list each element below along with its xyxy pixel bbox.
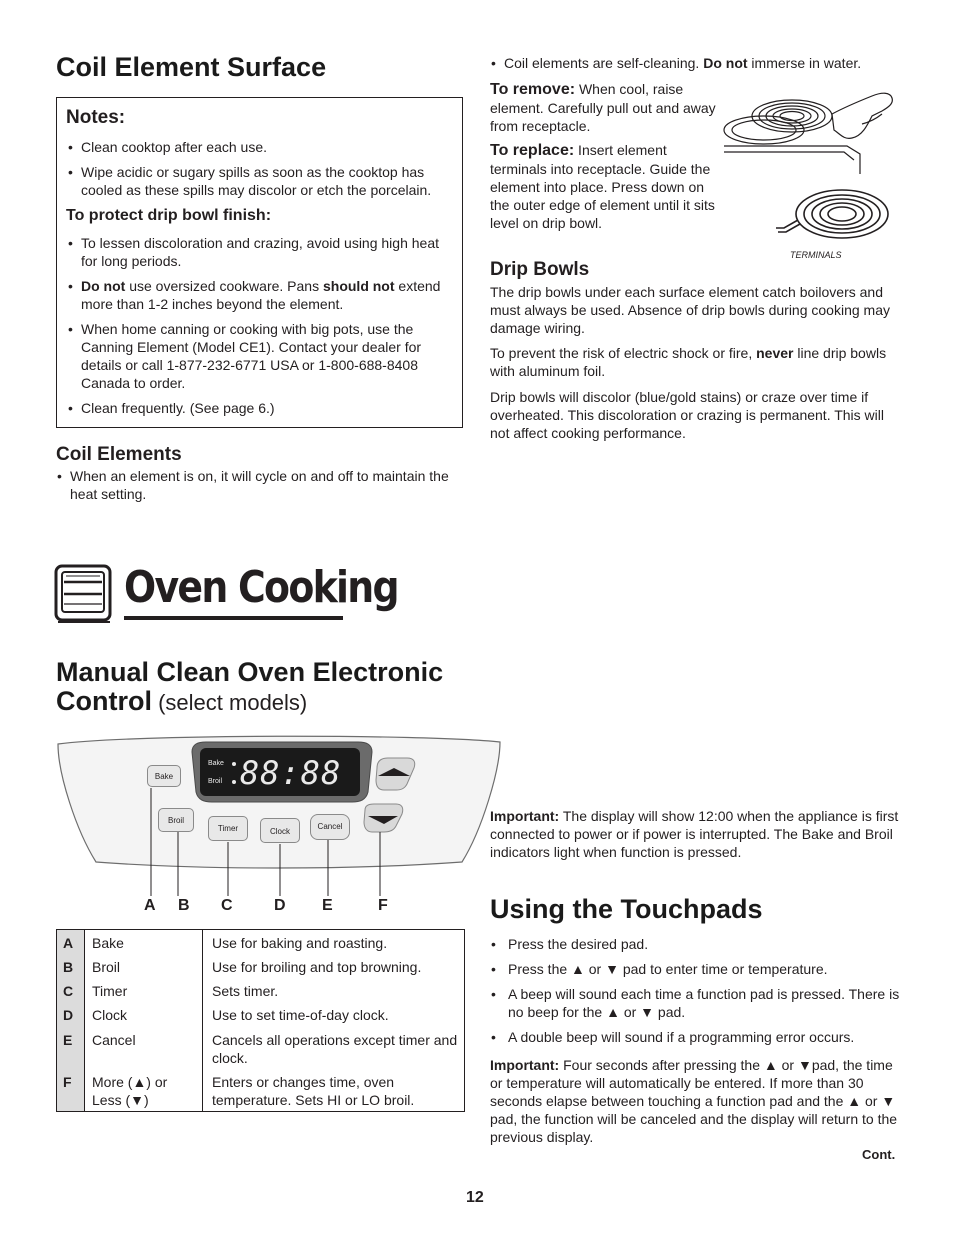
table-row: [57, 1002, 465, 1026]
touchpads-list: [490, 935, 902, 1053]
callout-a: A: [144, 897, 156, 914]
less-arrow-pad[interactable]: [364, 804, 404, 832]
select-models-label: (select models): [151, 690, 308, 715]
callout-b: B: [178, 897, 190, 914]
list-item: • A double beep will sound if a programming error occurs.: [490, 1028, 902, 1046]
notes-box: [56, 97, 463, 428]
drip-bowls-text-1: The drip bowls under each surface element catch boilovers and must always be used. Absence of drip bowls during cooking may damage wiring.: [490, 284, 890, 336]
table-row: [57, 1069, 465, 1112]
text: immerse in water.: [747, 55, 862, 71]
protect-title: To protect drip bowl finish:: [66, 207, 272, 224]
manual-clean-title-line1: Manual Clean Oven Electronic: [56, 657, 444, 687]
oven-icon: [54, 564, 114, 626]
important-text: The display will show 12:00 when the appliance is first connected to power or if power is interrupted. The Bake and Broil indicators light when function is pressed.: [490, 808, 899, 860]
touchpads-title: Using the Touchpads: [490, 894, 763, 924]
list-item: [67, 277, 459, 313]
important-text: Four seconds after pressing the ▲ or ▼pad, the time or temperature will automatically be entered. If more than 30 seconds elapse between touching a function pad and the ▲ or ▼ pad, the function will be canceled and the display will return to the previous display.: [490, 1057, 898, 1145]
coil-elements-title: Coil Elements: [56, 444, 182, 465]
terminals-label: TERMINALS: [790, 250, 842, 260]
text: line drip bowls with aluminum foil.: [490, 345, 887, 379]
table-row: [57, 954, 465, 978]
text: extend more than 1-2 inches beyond the element.: [81, 278, 441, 312]
table-cell-name: More (▲) or Less (▼): [85, 1069, 203, 1112]
bold-text: Do not: [703, 55, 748, 71]
table-cell-name: Timer: [85, 978, 203, 1002]
list-item: • When an element is on, it will cycle on and off to maintain the heat setting.: [56, 467, 456, 503]
display-bake-indicator: Bake: [208, 760, 224, 767]
broil-pad[interactable]: Broil: [158, 808, 194, 832]
timer-pad[interactable]: Timer: [208, 816, 248, 841]
text: Coil elements are self-cleaning.: [504, 55, 704, 71]
list-item: • Clean frequently. (See page 6.): [67, 399, 459, 417]
table-cell-name: Cancel: [85, 1027, 203, 1069]
list-item: • Wipe acidic or sugary spills as soon as the cooktop has cooled as these spills may discolor or etch the porcelain.: [67, 163, 459, 199]
title-underline: [124, 616, 343, 620]
table-cell-name: Bake: [85, 930, 203, 955]
manual-clean-title-line2: [56, 686, 307, 718]
drip-bowls-title: Drip Bowls: [490, 259, 590, 280]
text: use oversized cookware. Pans: [125, 278, 323, 294]
table-cell-desc: Use for baking and roasting.: [212, 935, 388, 951]
replace-text: Insert element terminals into receptacle. Guide the element into place. Press down on the outer edge of element until it sits level on drip bowl.: [490, 142, 715, 231]
table-cell-name: Clock: [85, 1002, 203, 1026]
table-cell-letter: D: [57, 1002, 85, 1026]
self-clean-list: [490, 54, 900, 79]
list-item: • Press the ▲ or ▼ pad to enter time or temperature.: [490, 960, 902, 978]
list-item: • To lessen discoloration and crazing, avoid using high heat for long periods.: [67, 234, 459, 270]
table-row: [57, 1027, 465, 1069]
replace-instructions: [490, 141, 722, 232]
control-legend-table: [56, 929, 465, 1112]
drip-bowls-text-2: [490, 344, 900, 380]
list-item: • When home canning or cooking with big pots, use the Canning Element (Model CE1). Contact your dealer for details or call 1-877-232-6771 USA or 1-800-688-8408 Canada to order.: [67, 320, 459, 392]
notes-title: Notes:: [66, 107, 126, 128]
remove-label: To remove:: [490, 81, 576, 98]
broil-indicator-dot: [232, 780, 236, 784]
clock-pad[interactable]: Clock: [260, 818, 300, 843]
important-label: Important:: [490, 1057, 560, 1073]
coil-element-illustration: [722, 86, 902, 262]
table-cell-desc: Sets timer.: [212, 983, 279, 1000]
table-cell-desc: Enters or changes time, oven temperature. Sets HI or LO broil.: [212, 1073, 415, 1108]
table-cell-letter: F: [57, 1069, 85, 1112]
remove-instructions: [490, 80, 718, 135]
bold-text: never: [756, 345, 794, 361]
more-arrow-pad[interactable]: [374, 758, 414, 790]
table-cell-name: Broil: [85, 954, 203, 978]
oven-cooking-title: Oven Cooking: [124, 562, 398, 613]
important-display-note: [490, 807, 900, 861]
callout-f: F: [378, 897, 388, 914]
list-item: • Press the desired pad.: [490, 935, 902, 953]
table-cell-letter: C: [57, 978, 85, 1002]
callout-d: D: [274, 897, 286, 914]
page-number: 12: [466, 1189, 484, 1206]
touchpads-important: [490, 1056, 900, 1146]
list-item: • Clean cooktop after each use.: [67, 138, 459, 156]
table-cell-desc: Use to set time-of-day clock.: [212, 1007, 389, 1024]
list-item: • A beep will sound each time a function pad is pressed. There is no beep for the ▲ or ▼ pad.: [490, 985, 902, 1021]
replace-label: To replace:: [490, 142, 575, 159]
remove-text: When cool, raise element. Carefully pull out and away from receptacle.: [490, 81, 716, 134]
callout-c: C: [221, 897, 233, 914]
table-row: [57, 978, 465, 1002]
notes-list: [67, 138, 459, 206]
table-cell-letter: A: [57, 930, 85, 955]
bake-indicator-dot: [232, 762, 236, 766]
table-cell-letter: B: [57, 954, 85, 978]
bold-text: should not: [322, 278, 395, 294]
bold-text: Do not: [81, 278, 126, 294]
control-panel-diagram: [52, 730, 506, 914]
protect-list: [67, 234, 459, 424]
list-item: [490, 54, 900, 72]
continued-label: Cont.: [862, 1147, 896, 1162]
display-digits: 88:88: [240, 754, 342, 792]
callout-e: E: [322, 897, 333, 914]
important-label: Important:: [490, 808, 560, 824]
text: To prevent the risk of electric shock or fire,: [490, 345, 757, 361]
table-cell-desc: Use for broiling and top browning.: [212, 959, 422, 976]
manual-clean-title-word: Control: [56, 686, 152, 716]
table-cell-desc: Cancels all operations except timer and clock.: [212, 1031, 458, 1066]
coil-elements-list: [56, 467, 456, 510]
display-broil-indicator: Broil: [208, 778, 223, 785]
cancel-pad[interactable]: Cancel: [310, 814, 350, 840]
table-row: [57, 930, 465, 955]
drip-bowls-text-3: Drip bowls will discolor (blue/gold stains) or craze over time if overheated. This discoloration or crazing is permanent. This will not affect cooking performance.: [490, 389, 885, 441]
bake-pad[interactable]: Bake: [147, 765, 181, 787]
table-cell-letter: E: [57, 1027, 85, 1069]
coil-surface-title: Coil Element Surface: [56, 52, 327, 82]
